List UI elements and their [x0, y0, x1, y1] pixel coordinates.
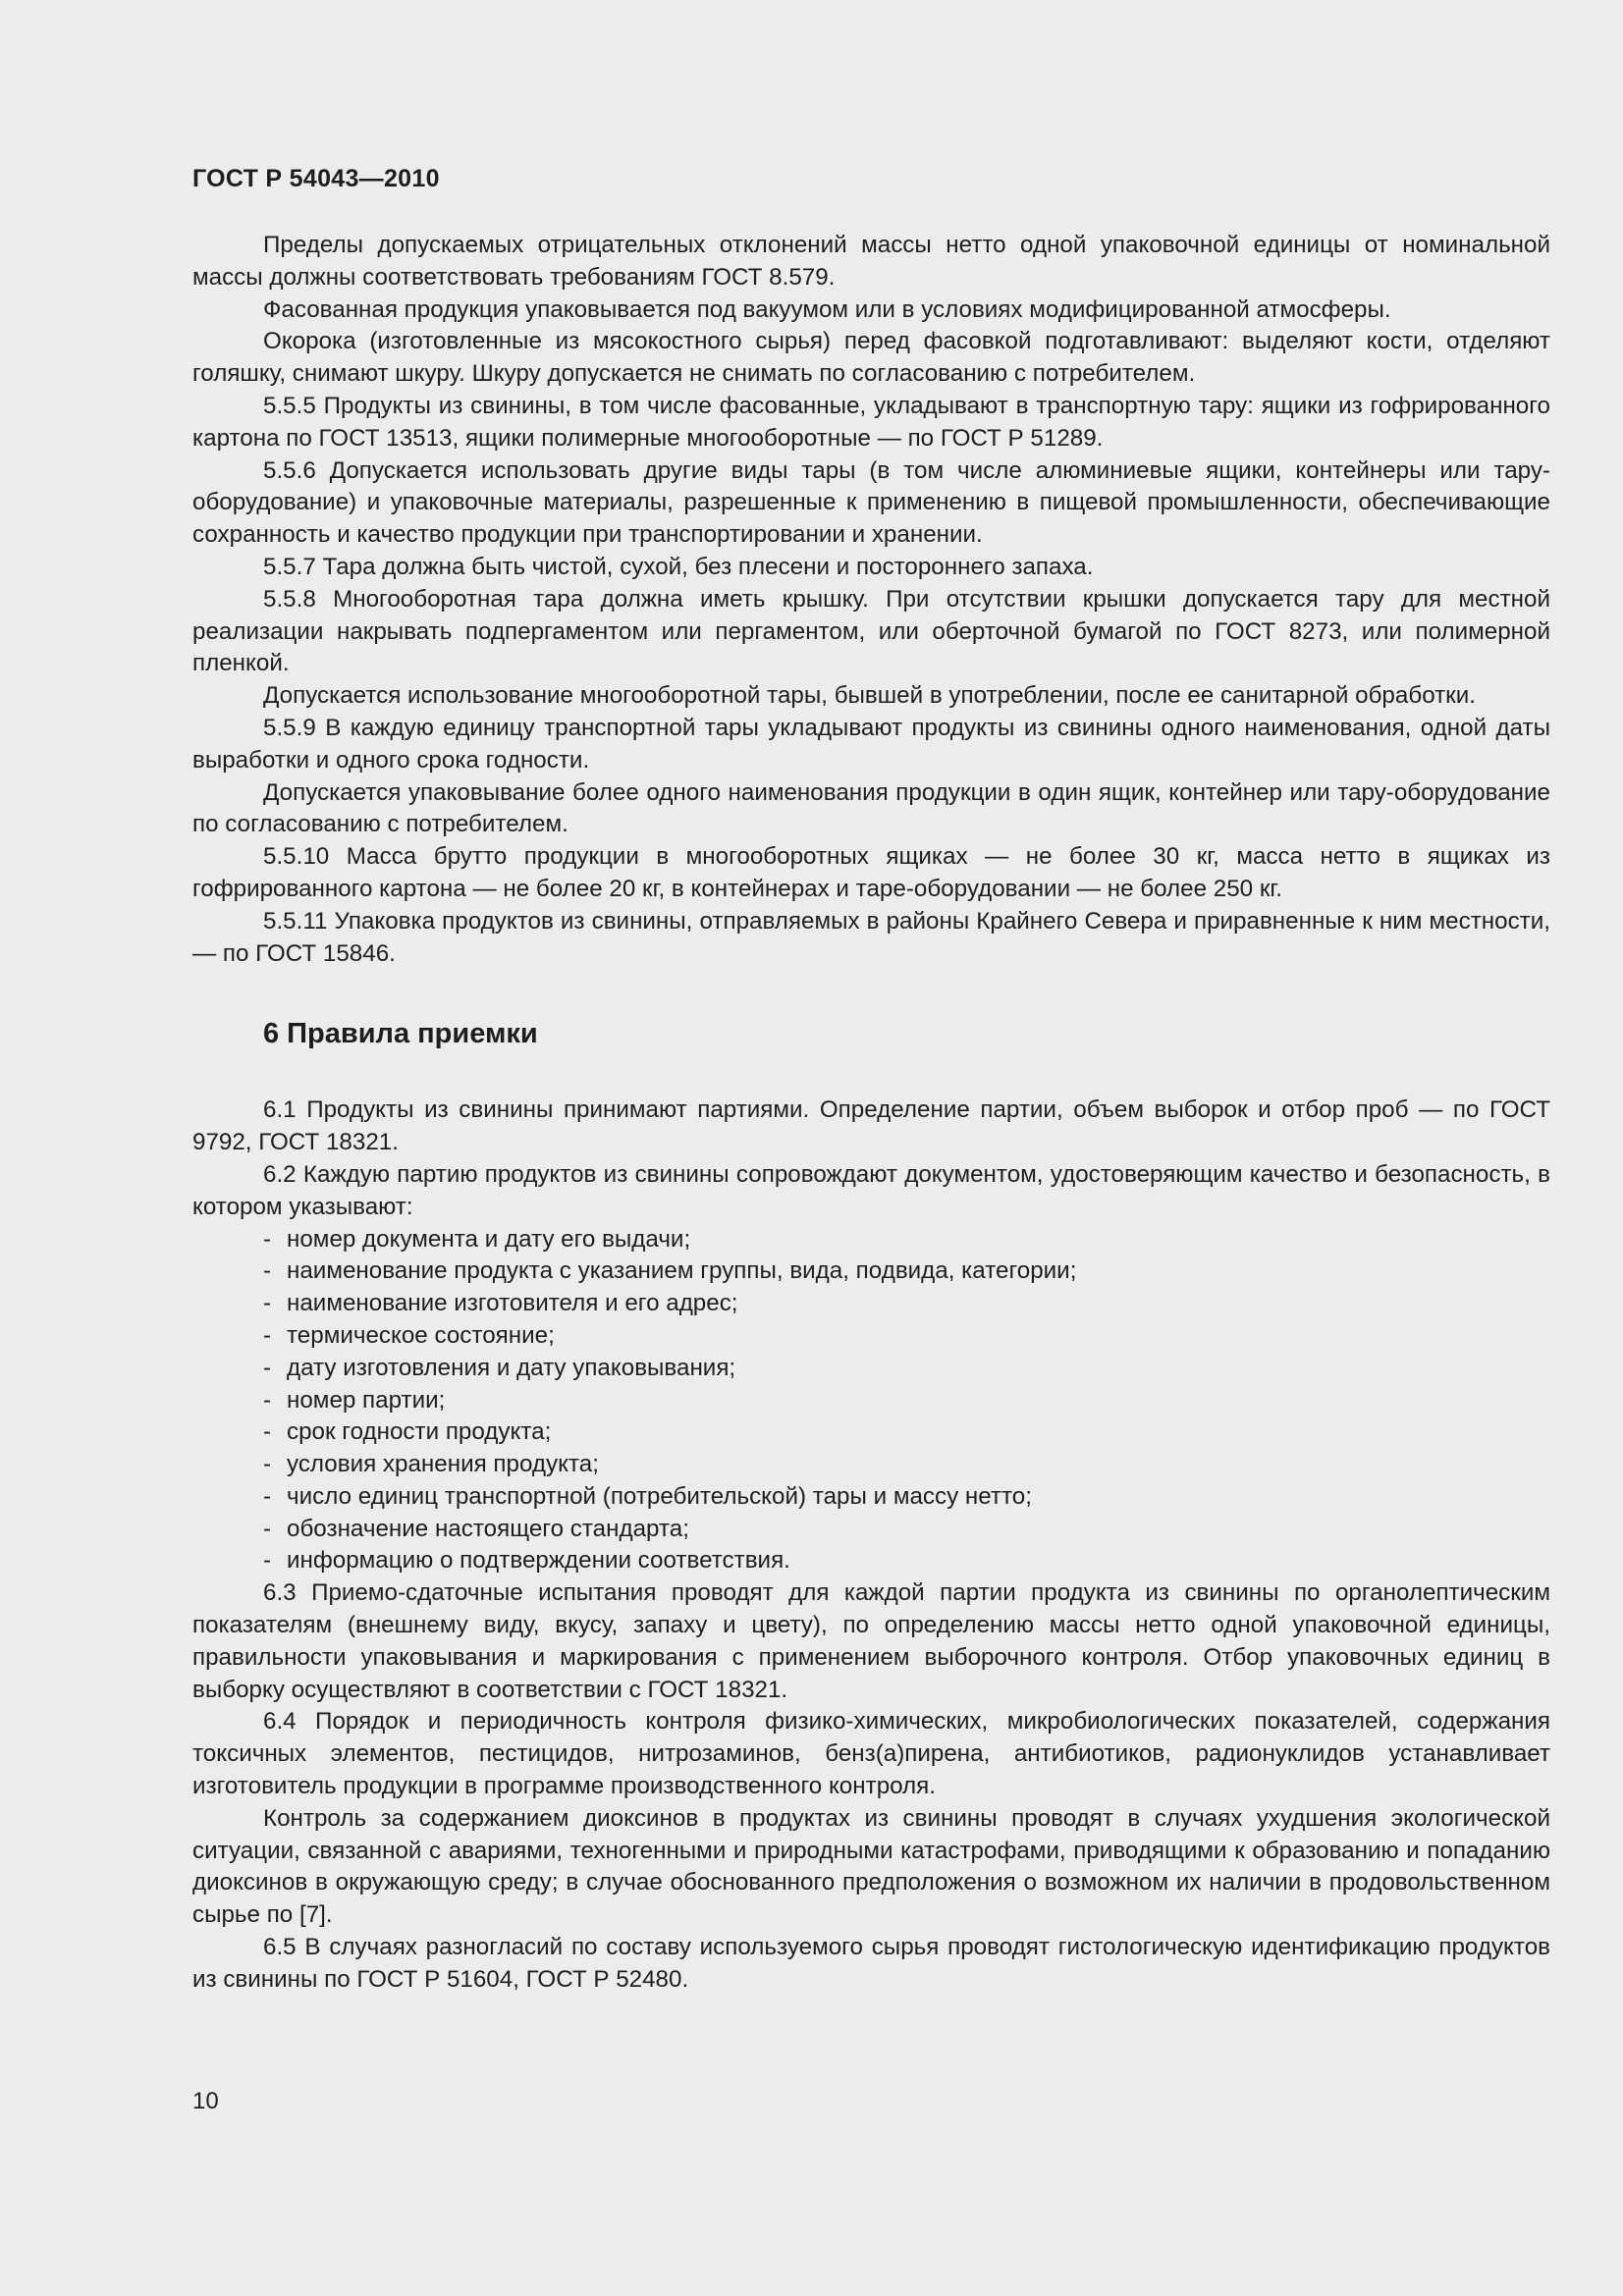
list-marker: - — [263, 1418, 272, 1446]
list-item — [263, 1288, 1550, 1320]
list-item — [263, 1449, 1550, 1481]
requirements-list — [192, 1224, 1550, 1578]
page-number: 10 — [192, 2088, 219, 2114]
list-marker: - — [263, 1290, 272, 1317]
list-item — [263, 1255, 1550, 1288]
document-body — [192, 230, 1550, 1997]
list-marker: - — [263, 1547, 272, 1575]
list-item-text: номер партии; — [287, 1386, 446, 1414]
clause-6-2: 6.2 Каждую партию продуктов из свинины сопровождают документом, удостоверяющим качество и безопасность, в котором указывают: — [192, 1160, 1550, 1220]
list-marker: - — [263, 1515, 272, 1542]
clause-6-4: 6.4 Порядок и периодичность контроля физико-химических, микробиологических показателей, содержания токсичных элементов, пестицидов, нитрозаминов, бенз(а)пирена, антибиотиков, радионуклидов устанавливает изготовитель продукции в программе производственного контроля. — [192, 1708, 1550, 1800]
list-item — [263, 1224, 1550, 1256]
list-item — [263, 1385, 1550, 1417]
list-marker: - — [263, 1225, 272, 1253]
clause-5-5-7: 5.5.7 Тара должна быть чистой, сухой, без плесени и постороннего запаха. — [263, 553, 1094, 580]
list-item-text: срок годности продукта; — [287, 1418, 552, 1446]
list-item-text: число единиц транспортной (потребительской) тары и массу нетто; — [287, 1482, 1032, 1510]
paragraph: Фасованная продукция упаковывается под вакуумом или в условиях модифицированной атмосферы. — [263, 295, 1391, 323]
paragraph: Пределы допускаемых отрицательных отклонений массы нетто одной упаковочной единицы от номинальной массы должны соответствовать требованиям ГОСТ 8.579. — [192, 232, 1550, 291]
list-item — [263, 1416, 1550, 1449]
paragraph: Контроль за содержанием диоксинов в продуктах из свинины проводят в случаях ухудшения экологической ситуации, связанной с авариями, техногенными и природными катастрофами, приводящими к образованию и попаданию диоксинов в окружающую среду; в случае обоснованного предположения о возможном их наличии в продовольственном сырье по [7]. — [192, 1804, 1550, 1929]
list-item-text: дату изготовления и дату упаковывания; — [287, 1354, 736, 1381]
clause-6-1: 6.1 Продукты из свинины принимают партиями. Определение партии, объем выборок и отбор проб — по ГОСТ 9792, ГОСТ 18321. — [192, 1096, 1550, 1156]
list-marker: - — [263, 1482, 272, 1510]
list-item — [263, 1353, 1550, 1385]
list-item-text: номер документа и дату его выдачи; — [287, 1225, 691, 1253]
list-marker: - — [263, 1257, 272, 1285]
clause-6-3: 6.3 Приемо-сдаточные испытания проводят для каждой партии продукта из свинины по органолептическим показателям (внешнему виду, вкусу, запаху и цвету), по определению массы нетто одной упаковочной единицы, правильности упаковывания и маркирования с применением выборочного контроля. Отбор упаковочных единиц в выборку осуществляют в соответствии с ГОСТ 18321. — [192, 1579, 1550, 1703]
list-marker: - — [263, 1386, 272, 1414]
clause-5-5-11: 5.5.11 Упаковка продуктов из свинины, отправляемых в районы Крайнего Севера и приравненные к ним местности, — по ГОСТ 15846. — [192, 907, 1550, 967]
list-item-text: наименование изготовителя и его адрес; — [287, 1290, 738, 1317]
list-item-text: условия хранения продукта; — [287, 1451, 599, 1478]
clause-5-5-10: 5.5.10 Масса брутто продукции в многооборотных ящиках — не более 30 кг, масса нетто в ящиках из гофрированного картона — не более 20 кг, в контейнерах и таре-оборудовании — не более 250 кг. — [192, 843, 1550, 902]
list-item-text: наименование продукта с указанием группы, вида, подвида, категории; — [287, 1257, 1077, 1285]
list-marker: - — [263, 1451, 272, 1478]
list-item-text: обозначение настоящего стандарта; — [287, 1515, 689, 1542]
list-item — [263, 1481, 1550, 1514]
list-item-text: информацию о подтверждении соответствия. — [287, 1547, 790, 1575]
section-heading: 6 Правила приемки — [263, 1018, 538, 1050]
clause-5-5-8: 5.5.8 Многооборотная тара должна иметь крышку. При отсутствии крышки допускается тару для местной реализации накрывать подпергаментом или пергаментом, или оберточной бумагой по ГОСТ 8273, или полимерной пленкой. — [192, 585, 1550, 677]
paragraph: Допускается использование многооборотной тары, бывшей в употреблении, после ее санитарной обработки. — [263, 682, 1477, 710]
clause-5-5-5: 5.5.5 Продукты из свинины, в том числе фасованные, укладывают в транспортную тару: ящики из гофрированного картона по ГОСТ 13513, ящики полимерные многооборотные — по ГОСТ Р 51289. — [192, 392, 1550, 452]
list-item — [263, 1320, 1550, 1353]
list-marker: - — [263, 1321, 272, 1349]
paragraph: Допускается упаковывание более одного наименования продукции в один ящик, контейнер или тару-оборудование по согласованию с потребителем. — [192, 778, 1550, 838]
clause-6-5: 6.5 В случаях разногласий по составу используемого сырья проводят гистологическую идентификацию продуктов из свинины по ГОСТ Р 51604, ГОСТ Р 52480. — [192, 1934, 1550, 1993]
clause-5-5-9: 5.5.9 В каждую единицу транспортной тары укладывают продукты из свинины одного наименования, одной даты выработки и одного срока годности. — [192, 714, 1550, 774]
running-header: ГОСТ Р 54043—2010 — [192, 165, 440, 192]
clause-5-5-6: 5.5.6 Допускается использовать другие виды тары (в том числе алюминиевые ящики, контейнеры или тару-оборудование) и упаковочные материалы, разрешенные к применению в пищевой промышленности, обеспечивающие сохранность и качество продукции при транспортировании и хранении. — [192, 456, 1550, 549]
list-marker: - — [263, 1354, 272, 1381]
list-item — [263, 1545, 1550, 1577]
list-item-text: термическое состояние; — [287, 1321, 555, 1349]
paragraph: Окорока (изготовленные из мясокостного сырья) перед фасовкой подготавливают: выделяют кости, отделяют голяшку, снимают шкуру. Шкуру допускается не снимать по согласованию с потребителем. — [192, 328, 1550, 388]
list-item — [263, 1514, 1550, 1546]
